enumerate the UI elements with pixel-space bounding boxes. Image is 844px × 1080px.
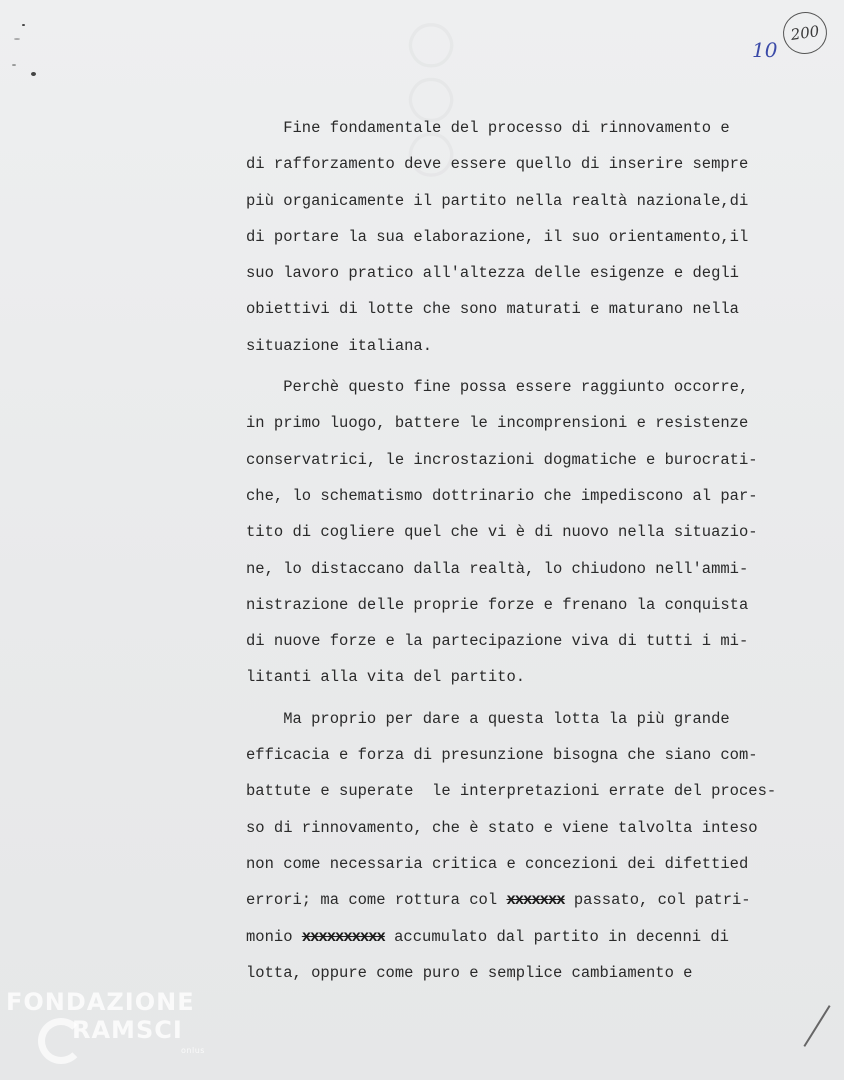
text-line: che, lo schematismo dottrinario che impediscono al par-: [246, 486, 758, 505]
text-line: di rafforzamento deve essere quello di inserire sempre: [246, 155, 749, 174]
text-line: Ma proprio per dare a questa lotta la più grande: [246, 709, 730, 728]
ink-speck: [14, 38, 20, 40]
paragraph-2: [246, 369, 826, 696]
text-line: efficacia e forza di presunzione bisogna che siano com-: [246, 746, 758, 765]
text-line: lotta, oppure come puro e semplice cambiamento e: [246, 963, 693, 982]
struck-text-line: errori; ma come rottura col xxxxxxx passato, col patri-: [246, 891, 751, 910]
text-line: nistrazione delle proprie forze e frenano la conquista: [246, 595, 749, 614]
struck-out-word: xxxxxxxxxx: [301, 927, 385, 946]
text-line: battute e superate le interpretazioni errate del proces-: [246, 782, 777, 801]
watermark-subtitle: RAMSCI: [72, 1016, 183, 1044]
ink-speck: [22, 24, 25, 26]
text-line: conservatrici, le incrostazioni dogmatiche e burocrati-: [246, 450, 758, 469]
text-line: più organicamente il partito nella realtà nazionale,di: [246, 191, 749, 210]
struck-text-line: monio xxxxxxxxxx accumulato dal partito in decenni di: [246, 927, 729, 946]
text-line: di nuove forze e la partecipazione viva di tutti i mi-: [246, 632, 749, 651]
watermark-tag: onlus: [181, 1046, 205, 1055]
text-line: ne, lo distaccano dalla realtà, lo chiudono nell'ammi-: [246, 559, 749, 578]
text-line: non come necessaria critica e concezioni dei difettied: [246, 854, 749, 873]
handwritten-folio-number: 10: [752, 38, 778, 62]
paragraph-1: [246, 110, 826, 364]
reverse-side-bleed-through: ○○○: [402, 20, 470, 184]
typewritten-body: [246, 110, 826, 991]
text-line: so di rinnovamento, che è stato e viene talvolta inteso: [246, 818, 758, 837]
text-line: suo lavoro pratico all'altezza delle esigenze e degli: [246, 264, 739, 283]
watermark-title: FONDAZIONE: [6, 988, 195, 1016]
text-line: situazione italiana.: [246, 336, 433, 355]
text-line: in primo luogo, battere le incomprensioni e resistenze: [246, 414, 749, 433]
page-number-stamp: 200: [780, 9, 829, 57]
text-line: Fine fondamentale del processo di rinnovamento e: [246, 119, 730, 137]
struck-out-word: xxxxxxx: [506, 891, 565, 910]
text-line: tito di cogliere quel che vi è di nuovo nella situazio-: [246, 523, 758, 542]
ink-speck: [31, 72, 36, 76]
text-line: obiettivi di lotte che sono maturati e maturano nella: [246, 300, 739, 319]
text-line: litanti alla vita del partito.: [246, 668, 526, 687]
pen-mark: [803, 1005, 830, 1047]
text-line: Perchè questo fine possa essere raggiunto occorre,: [246, 378, 749, 397]
ink-speck: [12, 64, 16, 66]
text-line: di portare la sua elaborazione, il suo orientamento,il: [246, 227, 749, 246]
archive-watermark: [6, 988, 226, 1068]
paragraph-3: [246, 701, 826, 991]
